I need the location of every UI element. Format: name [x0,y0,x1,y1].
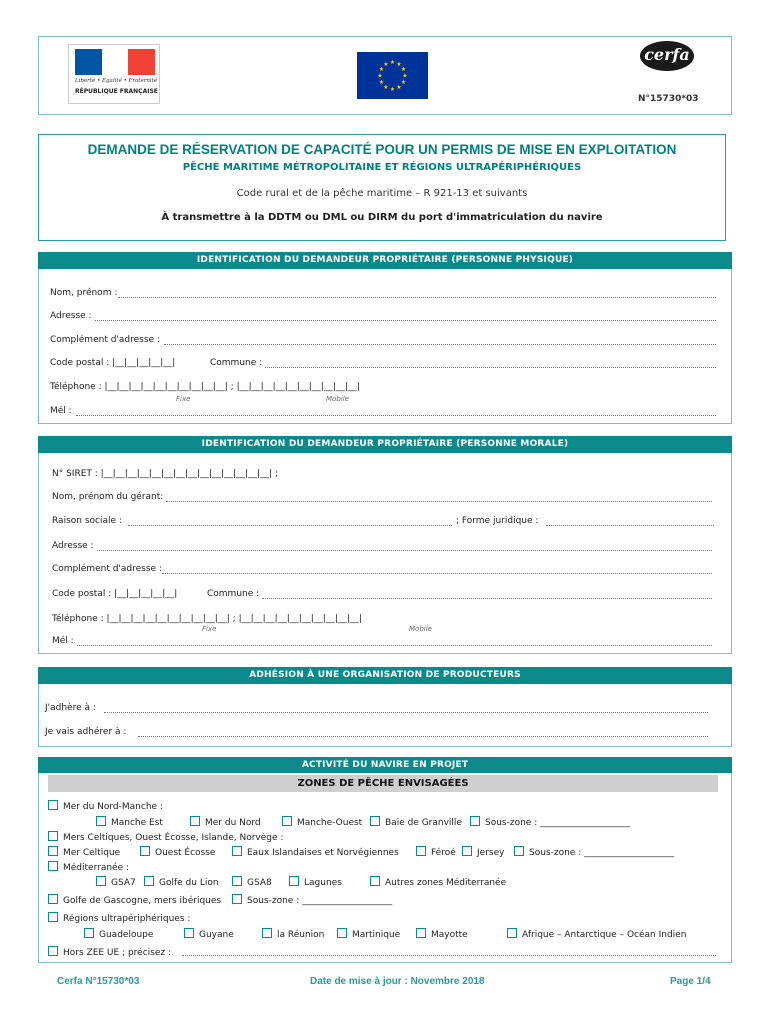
mobile-caption: Mobile [326,395,349,403]
zones-subheader: ZONES DE PÊCHE ENVISAGÉES [48,775,718,792]
checkbox-icon [48,946,58,956]
svg-text:★: ★ [383,84,389,91]
eu-stars-icon [357,52,428,99]
republique-logo [68,44,160,104]
legal-reference: Code rural et de la pêche maritime – R 921-13 et suivants [236,188,528,199]
checkbox-icon [416,928,426,938]
checkbox-feroe[interactable]: Féroé [416,846,456,858]
commune-label: Commune : [210,358,263,368]
fixe-caption: Fixe [176,395,191,403]
checkbox-icon [232,846,242,856]
checkbox-martinique[interactable]: Martinique [337,928,400,940]
section-activite-header: ACTIVITÉ DU NAVIRE EN PROJET [38,757,732,773]
checkbox-mediterranee[interactable]: Méditerranée : [48,861,129,873]
checkbox-afrique[interactable]: Afrique – Antarctique – Océan Indien [507,928,686,940]
checkbox-icon [48,831,58,841]
svg-text:★: ★ [389,59,396,66]
checkbox-icon [48,846,58,856]
raison-sociale-label: Raison sociale : [52,516,122,526]
checkbox-icon [48,912,58,922]
complement-morale-field[interactable] [162,573,712,574]
footer-date: Date de mise à jour : Novembre 2018 [310,976,485,987]
checkbox-ouest-ecosse[interactable]: Ouest Écosse [140,846,215,858]
checkbox-jersey[interactable]: Jersey [462,846,504,858]
adherer-label: Je vais adhérer à : [45,727,127,737]
footer-form-number: Cerfa N°15730*03 [57,976,140,987]
checkbox-icon [48,894,58,904]
mel-field[interactable] [76,415,716,416]
checkbox-autres-med[interactable]: Autres zones Méditerranée [370,876,506,888]
gerant-label: Nom, prénom du gérant: [52,492,164,502]
page-title: DEMANDE DE RÉSERVATION DE CAPACITÉ POUR UN PERMIS DE MISE EN EXPLOITATION [87,142,677,157]
commune-field[interactable] [265,367,716,368]
code-postal-morale-field[interactable]: Code postal : |__|__|__|__|__| [52,589,178,599]
checkbox-lagunes[interactable]: Lagunes [289,876,342,888]
mel-morale-label: Mél : [52,636,74,646]
checkbox-celtiques[interactable]: Mers Celtiques, Ouest Écosse, Islande, Norvège : [48,831,283,843]
checkbox-icon [370,816,380,826]
checkbox-icon [514,846,524,856]
svg-text:★: ★ [377,72,383,80]
nom-field[interactable] [118,297,716,298]
nom-label: Nom, prénom : [50,288,118,298]
checkbox-icon [232,894,242,904]
svg-text:★: ★ [400,66,407,73]
eu-flag [357,52,428,99]
mel-morale-field[interactable] [77,645,712,646]
hors-zee-field[interactable] [182,955,716,956]
checkbox-souszone-celtiques[interactable]: Sous-zone : ____________________ [514,846,674,858]
adherer-field[interactable] [138,736,708,737]
checkbox-icon [232,876,242,886]
checkbox-guyane[interactable]: Guyane [184,928,234,940]
checkbox-souszone-gascogne[interactable]: Sous-zone : ____________________ [232,894,392,906]
checkbox-icon [337,928,347,938]
checkbox-icon [262,928,272,938]
checkbox-gsa7[interactable]: GSA7 [96,876,136,888]
adresse-morale-field[interactable] [97,550,712,551]
gerant-field[interactable] [166,501,712,502]
adresse-label: Adresse : [50,311,92,321]
fixe-morale-caption: Fixe [202,625,217,633]
checkbox-icon [470,816,480,826]
checkbox-icon [190,816,200,826]
transmit-instruction: À transmettre à la DDTM ou DML ou DIRM du port d'immatriculation du navire [161,212,603,223]
checkbox-mer-du-nord[interactable]: Mer du Nord [190,816,261,828]
checkbox-icon [184,928,194,938]
complement-label: Complément d'adresse : [50,335,160,345]
commune-morale-field[interactable] [262,598,712,599]
adresse-morale-label: Adresse : [52,541,94,551]
mel-label: Mél : [50,406,72,416]
checkbox-icon [140,846,150,856]
checkbox-icon [96,876,106,886]
svg-text:★: ★ [383,61,389,68]
checkbox-icon [507,928,517,938]
telephone-morale-field[interactable]: Téléphone : |__|__|__|__|__|__|__|__|__|__| ; |__|__|__|__|__|__|__|__|__|__| [52,614,362,624]
adresse-field[interactable] [95,320,716,321]
code-postal-field[interactable]: Code postal : |__|__|__|__|__| [50,358,176,368]
checkbox-icon [84,928,94,938]
checkbox-mer-celtique[interactable]: Mer Celtique [48,846,120,858]
svg-text:★: ★ [389,86,396,93]
forme-juridique-field[interactable] [546,525,714,526]
svg-text:★: ★ [402,72,408,80]
checkbox-manche-ouest[interactable]: Manche-Ouest [282,816,362,828]
checkbox-souszone-manche[interactable]: Sous-zone : ____________________ [470,816,630,828]
checkbox-granville[interactable]: Baie de Granville [370,816,462,828]
svg-text:★: ★ [400,79,407,86]
checkbox-icon [48,800,58,810]
adhere-field[interactable] [104,712,708,713]
checkbox-islandaises[interactable]: Eaux Islandaises et Norvégiennes [232,846,399,858]
checkbox-icon [282,816,292,826]
checkbox-golfe-lion[interactable]: Golfe du Lion [144,876,219,888]
checkbox-icon [416,846,426,856]
svg-text:★: ★ [378,66,385,73]
republic-motto: Liberté • Égalité • Fraternité [75,78,158,84]
checkbox-reunion[interactable]: la Réunion [262,928,324,940]
adhere-label: J'adhère à : [45,703,96,713]
checkbox-icon [462,846,472,856]
checkbox-nord-manche[interactable]: Mer du Nord-Manche : [48,800,163,812]
checkbox-icon [48,861,58,871]
section-op-header: ADHÉSION À UNE ORGANISATION DE PRODUCTEURS [38,667,732,684]
telephone-field[interactable]: Téléphone : |__|__|__|__|__|__|__|__|__|__| ; |__|__|__|__|__|__|__|__|__|__| [50,382,360,392]
svg-text:★: ★ [396,84,402,91]
checkbox-gsa8[interactable]: GSA8 [232,876,272,888]
cerfa-logo: cerfa [640,41,694,71]
marianne-flag [75,49,155,75]
checkbox-manche-est[interactable]: Manche Est [96,816,163,828]
checkbox-guadeloupe[interactable]: Guadeloupe [84,928,153,940]
section-physique-header: IDENTIFICATION DU DEMANDEUR PROPRIÉTAIRE (PERSONNE PHYSIQUE) [38,252,732,269]
commune-morale-label: Commune : [207,589,260,599]
svg-text:★: ★ [396,61,402,68]
page-subtitle: PÊCHE MARITIME MÉTROPOLITAINE ET RÉGIONS ULTRAPÉRIPHÉRIQUES [182,162,582,173]
republic-name: RÉPUBLIQUE FRANÇAISE [75,88,158,95]
checkbox-icon [96,816,106,826]
mobile-morale-caption: Mobile [409,625,432,633]
raison-sociale-field[interactable] [128,525,452,526]
footer-page: Page 1/4 [670,976,711,987]
complement-field[interactable] [164,344,716,345]
section-morale-header: IDENTIFICATION DU DEMANDEUR PROPRIÉTAIRE (PERSONNE MORALE) [38,436,732,453]
checkbox-gascogne[interactable]: Golfe de Gascogne, mers ibériques [48,894,221,906]
complement-morale-label: Complément d'adresse : [52,564,162,574]
checkbox-icon [289,876,299,886]
siret-field[interactable]: N° SIRET : |__|__|__|__|__|__|__|__|__|__|__|__|__|__| ; [52,469,279,479]
checkbox-icon [144,876,154,886]
form-number: N°15730*03 [638,94,699,104]
checkbox-icon [370,876,380,886]
checkbox-mayotte[interactable]: Mayotte [416,928,468,940]
svg-text:★: ★ [378,79,385,86]
checkbox-hors-zee[interactable]: Hors ZEE UE ; précisez : [48,946,171,958]
checkbox-rup[interactable]: Régions ultrapériphériques : [48,912,190,924]
forme-juridique-label: ; Forme juridique : [456,516,539,526]
